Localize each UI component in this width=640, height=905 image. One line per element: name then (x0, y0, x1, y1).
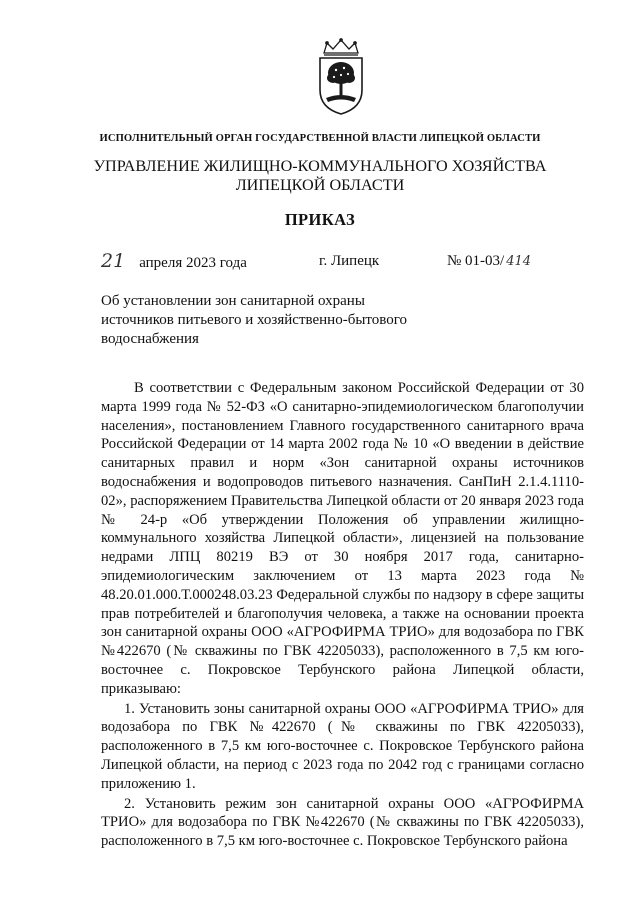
department-name-line2: ЛИПЕЦКОЙ ОБЛАСТИ (235, 176, 405, 194)
order-body (101, 379, 584, 851)
issuing-authority: ИСПОЛНИТЕЛЬНЫЙ ОРГАН ГОСУДАРСТВЕННОЙ ВЛАСТИ ЛИПЕЦКОЙ ОБЛАСТИ (99, 133, 541, 144)
handwritten-number: 414 (506, 254, 532, 269)
date-place-number-line (0, 250, 640, 276)
subject-line3: водоснабжения (101, 331, 199, 347)
department-name-line1: УПРАВЛЕНИЕ ЖИЛИЩНО-КОММУНАЛЬНОГО ХОЗЯЙСТВА (93, 157, 547, 175)
date-text: апреля 2023 года (139, 255, 247, 271)
order-subject (101, 292, 441, 349)
lipetsk-coat-of-arms-icon (314, 38, 368, 116)
order-date (101, 250, 247, 272)
subject-line2: источников питьевого и хозяйственно-бытового (101, 312, 408, 328)
document-title: ПРИКАЗ (284, 210, 356, 229)
order-number (447, 253, 531, 270)
order-city: г. Липецк (319, 253, 380, 269)
order-number-prefix: № 01-03/ (447, 253, 505, 269)
subject-line1: Об установлении зон санитарной охраны (101, 293, 365, 309)
department-name (0, 157, 640, 195)
order-item-2: 2. Установить режим зон санитарной охраны ООО «АГРОФИРМА ТРИО» для водозабора по ГВК №422670 (№ скважины по ГВК 42205033), расположенного в 7,5 км юго-восточнее с. Покровское Тербунского района (101, 795, 584, 850)
handwritten-day: 21 (101, 250, 126, 272)
order-item-1: 1. Установить зоны санитарной охраны ООО «АГРОФИРМА ТРИО» для водозабора по ГВК №422670 (№ скважины по ГВК 42205033), расположенного в 7,5 км юго-восточнее с. Покровское Тербунского района Липецкой области, на период с 2023 года по 2042 год с границами согласно приложению 1. (101, 700, 584, 792)
preamble-paragraph: В соответствии с Федеральным законом Российской Федерации от 30 марта 1999 года № 52-ФЗ «О санитарно-эпидемиологическом благополучии населения», постановлением Главного государственного санитарного врача Российской Федерации от 14 марта 2002 года № 10 «О введении в действие санитарных правил и норм «Зон санитарной охраны источников водоснабжения и водопроводов питьевого назначения. СанПиН 2.1.4.1110-02», распоряжением Правительства Липецкой области от 20 января 2023 года № 24-р «Об утверждении Положения об управлении жилищно-коммунального хозяйства Липецкой области», лицензией на пользование недрами ЛПЦ 80219 ВЭ от 30 ноября 2017 года, санитарно-эпидемиологическим заключением от 13 марта 2023 года № 48.20.01.000.Т.000248.03.23 Федеральной службы по надзору в сфере защиты прав потребителей и благополучия человека, а также на основании проекта зон санитарной охраны ООО «АГРОФИРМА ТРИО» для водозабора по ГВК №422670 (№ скважины по ГВК 42205033), расположенного в 7,5 км юго-восточнее с. Покровское Тербунского района Липецкой области, приказываю: (101, 380, 584, 697)
